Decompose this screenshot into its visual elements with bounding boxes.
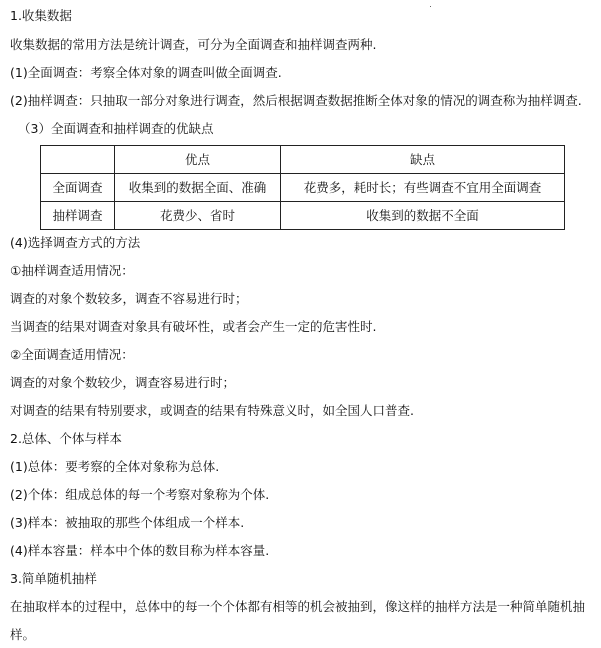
scan-dot <box>430 6 431 7</box>
paragraph-collection-methods: 收集数据的常用方法是统计调查，可分为全面调查和抽样调查两种. <box>10 37 377 52</box>
comparison-table <box>40 145 565 230</box>
text-line: 调查的对象个数较多，调查不容易进行时； <box>10 291 248 306</box>
table-header-cell: 缺点 <box>281 146 565 174</box>
text-line: 当调查的结果对调查对象具有破坏性，或者会产生一定的危害性时. <box>10 319 377 334</box>
table-header-row <box>41 146 565 174</box>
paragraph-random-sampling-end: 样。 <box>10 627 36 642</box>
table-cell: 花费少、省时 <box>115 202 281 230</box>
definition-full-survey: (1)全面调查：考察全体对象的调查叫做全面调查. <box>10 65 282 80</box>
text-line: 对调查的结果有特别要求，或调查的结果有特殊意义时，如全国人口普查. <box>10 403 414 418</box>
table-header-cell: 优点 <box>115 146 281 174</box>
definition-individual: (2)个体：组成总体的每一个考察对象称为个体. <box>10 487 270 502</box>
table-row <box>41 202 565 230</box>
table-cell: 收集到的数据不全面 <box>281 202 565 230</box>
text-line: 调查的对象个数较少，调查容易进行时； <box>10 375 236 390</box>
subheading-full-cases: ②全面调查适用情况： <box>10 347 134 362</box>
section-1-heading: 1.收集数据 <box>10 8 72 23</box>
table-row <box>41 174 565 202</box>
table-caption: （3）全面调查和抽样调查的优缺点 <box>18 121 214 136</box>
definition-sample-survey: (2)抽样调查：只抽取一部分对象进行调查，然后根据调查数据推断全体对象的情况的调查称为抽样调查. <box>10 93 582 108</box>
definition-sample: (3)样本：被抽取的那些个体组成一个样本. <box>10 515 245 530</box>
subheading-sample-cases: ①抽样调查适用情况： <box>10 263 134 278</box>
definition-sample-size: (4)样本容量：样本中个体的数目称为样本容量. <box>10 543 270 558</box>
table-cell: 全面调查 <box>41 174 115 202</box>
table-header-cell <box>41 146 115 174</box>
definition-population: (1)总体：要考察的全体对象称为总体. <box>10 459 220 474</box>
subheading-choose-method: (4)选择调查方式的方法 <box>10 235 141 250</box>
paragraph-random-sampling: 在抽取样本的过程中，总体中的每一个个体都有相等的机会被抽到，像这样的抽样方法是一种简单随机抽 <box>10 599 586 614</box>
section-3-heading: 3.简单随机抽样 <box>10 571 97 586</box>
table-cell: 抽样调查 <box>41 202 115 230</box>
section-2-heading: 2.总体、个体与样本 <box>10 431 122 446</box>
table-cell: 花费多，耗时长；有些调查不宜用全面调查 <box>281 174 565 202</box>
table-cell: 收集到的数据全面、准确 <box>115 174 281 202</box>
